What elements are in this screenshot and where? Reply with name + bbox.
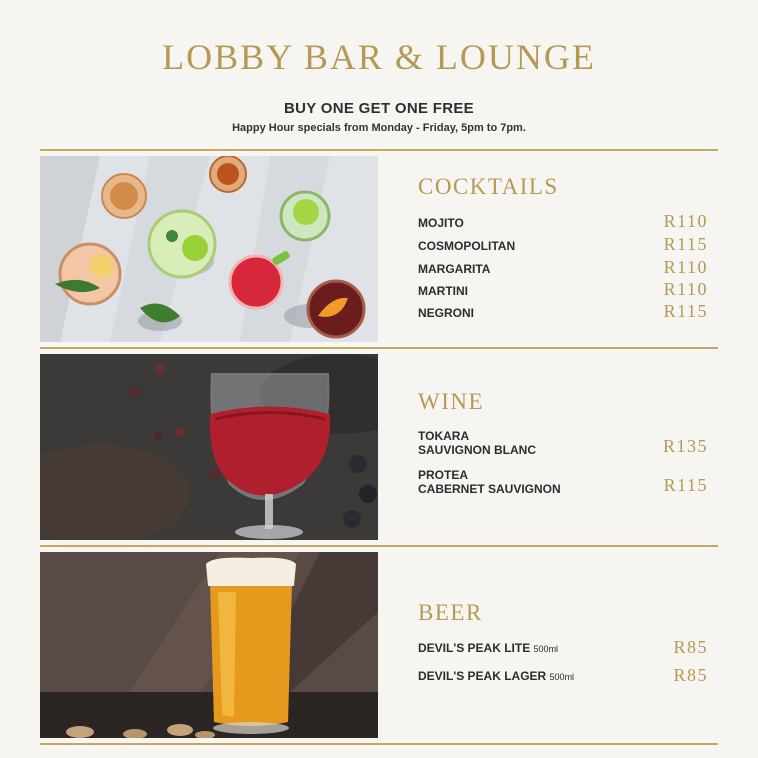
beer-heading: BEER xyxy=(418,600,483,625)
menu-item xyxy=(418,664,708,686)
item-name-line1: PROTEA xyxy=(418,468,469,482)
item-name-text: DEVIL'S PEAK LAGER xyxy=(418,669,547,683)
menu-item xyxy=(418,233,708,255)
item-price: R135 xyxy=(662,436,708,456)
item-price: R110 xyxy=(663,279,708,299)
promo-headline: BUY ONE GET ONE FREE xyxy=(284,100,474,117)
menu-item xyxy=(418,300,708,322)
item-name xyxy=(418,468,561,496)
menu-item xyxy=(418,256,708,278)
item-price: R85 xyxy=(673,637,708,657)
item-name-line2: SAUVIGNON BLANC xyxy=(418,443,537,457)
promo-subtext: Happy Hour specials from Monday - Friday, 5pm to 7pm. xyxy=(232,122,526,134)
item-name: NEGRONI xyxy=(418,306,475,320)
item-name xyxy=(418,669,574,684)
item-volume: 500ml xyxy=(549,672,575,682)
wine-photo xyxy=(40,354,378,540)
cocktails-photo xyxy=(40,156,378,342)
menu-item xyxy=(418,636,708,658)
item-name-line2: CABERNET SAUVIGNON xyxy=(418,482,561,496)
menu-item xyxy=(418,468,708,498)
item-name xyxy=(418,641,558,656)
item-name: MOJITO xyxy=(418,216,464,230)
cocktails-heading: COCKTAILS xyxy=(418,174,559,199)
item-price: R115 xyxy=(663,475,708,495)
menu-item xyxy=(418,210,708,232)
divider-bottom xyxy=(40,743,718,745)
item-name: MARTINI xyxy=(418,284,468,298)
item-name-text: DEVIL'S PEAK LITE xyxy=(418,641,531,655)
item-volume: 500ml xyxy=(533,644,559,654)
page-title: LOBBY BAR & LOUNGE xyxy=(162,37,596,77)
item-price: R115 xyxy=(663,234,708,254)
menu-item xyxy=(418,429,708,459)
item-name: MARGARITA xyxy=(418,262,491,276)
divider-wine xyxy=(40,545,718,547)
item-price: R85 xyxy=(673,665,708,685)
divider-top xyxy=(40,149,718,151)
item-price: R110 xyxy=(663,211,708,231)
item-name-line1: TOKARA xyxy=(418,429,470,443)
item-name xyxy=(418,429,536,457)
item-name: COSMOPOLITAN xyxy=(418,239,516,253)
item-price: R115 xyxy=(663,301,708,321)
wine-heading: WINE xyxy=(418,389,485,414)
beer-photo xyxy=(40,552,378,738)
menu-item xyxy=(418,278,708,300)
item-price: R110 xyxy=(663,257,708,277)
divider-cocktails xyxy=(40,347,718,349)
